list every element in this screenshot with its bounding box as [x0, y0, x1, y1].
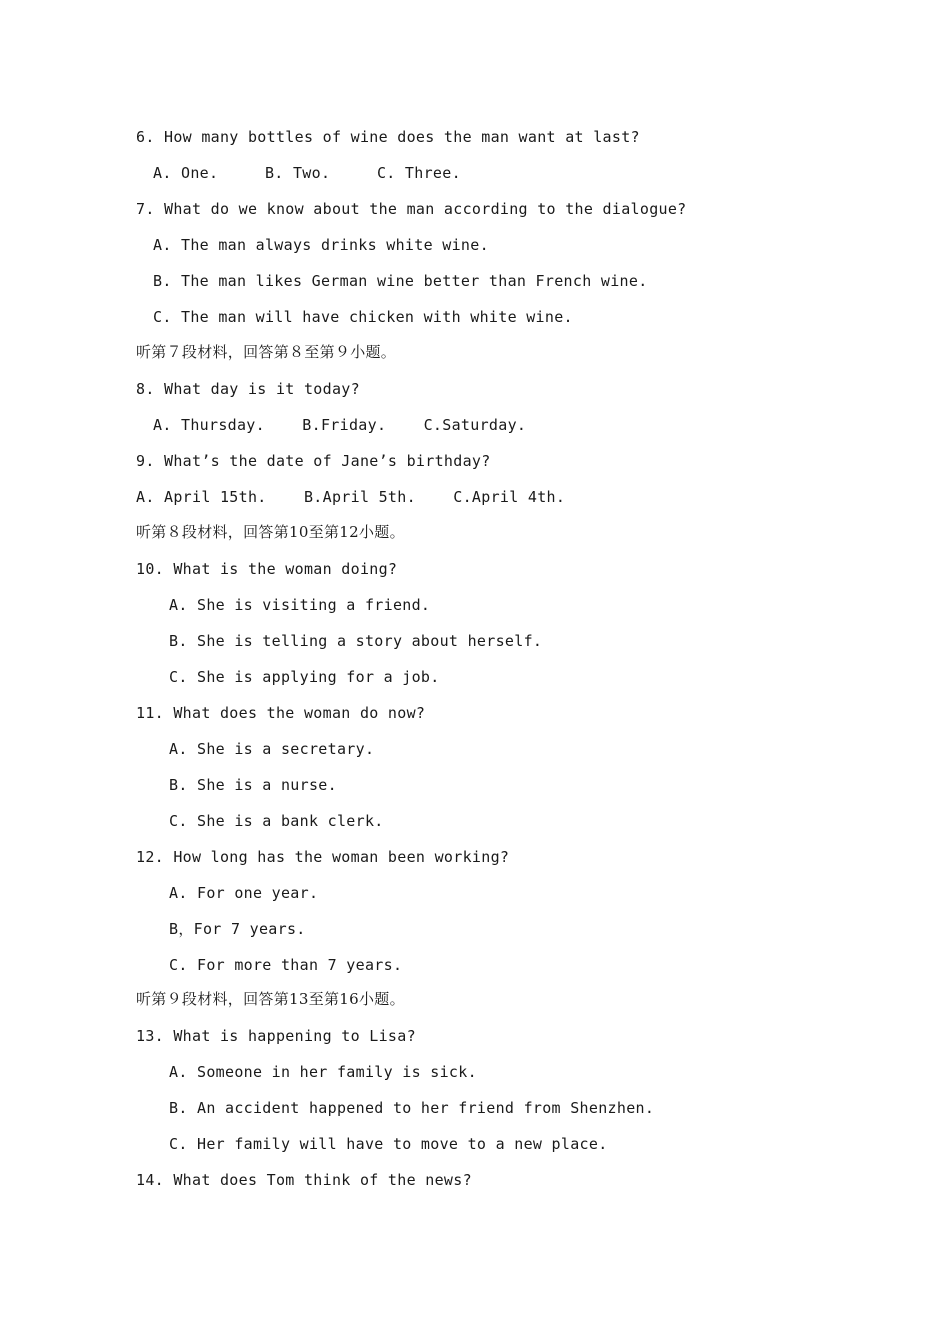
- question-10: 10. What is the woman doing?: [136, 560, 398, 578]
- question-7-option-a: A. The man always drinks white wine.: [153, 236, 489, 254]
- section-instruction-7: 听第７段材料，回答第８至第９小题。: [136, 343, 397, 361]
- question-14: 14. What does Tom think of the news?: [136, 1171, 472, 1189]
- question-10-option-a: A. She is visiting a friend.: [169, 596, 431, 614]
- question-12-option-a: A. For one year.: [169, 884, 319, 902]
- question-6-options: A. One. B. Two. C. Three.: [153, 164, 461, 182]
- question-13-option-c: C. Her family will have to move to a new place.: [169, 1135, 608, 1153]
- question-7-option-c: C. The man will have chicken with white wine.: [153, 308, 573, 326]
- question-12-option-b: B，For 7 years.: [169, 920, 306, 938]
- question-9: 9. What’s the date of Jane’s birthday?: [136, 452, 491, 470]
- question-11-option-c: C. She is a bank clerk.: [169, 812, 384, 830]
- question-11: 11. What does the woman do now?: [136, 704, 426, 722]
- question-8: 8. What day is it today?: [136, 380, 360, 398]
- question-7-option-b: B. The man likes German wine better than French wine.: [153, 272, 648, 290]
- question-13: 13. What is happening to Lisa?: [136, 1027, 416, 1045]
- question-12: 12. How long has the woman been working?: [136, 848, 510, 866]
- section-instruction-9: 听第９段材料，回答第13至第16小题。: [136, 990, 405, 1008]
- question-10-option-b: B. She is telling a story about herself.: [169, 632, 543, 650]
- question-12-option-c: C. For more than 7 years.: [169, 956, 403, 974]
- question-8-options: A. Thursday. B.Friday. C.Saturday.: [153, 416, 527, 434]
- question-10-option-c: C. She is applying for a job.: [169, 668, 440, 686]
- question-13-option-a: A. Someone in her family is sick.: [169, 1063, 477, 1081]
- question-13-option-b: B. An accident happened to her friend from Shenzhen.: [169, 1099, 655, 1117]
- question-11-option-a: A. She is a secretary.: [169, 740, 375, 758]
- question-7: 7. What do we know about the man according to the dialogue?: [136, 200, 687, 218]
- question-9-options: A. April 15th. B.April 5th. C.April 4th.: [136, 488, 566, 506]
- question-11-option-b: B. She is a nurse.: [169, 776, 337, 794]
- section-instruction-8: 听第８段材料，回答第10至第12小题。: [136, 523, 405, 541]
- question-6: 6. How many bottles of wine does the man want at last?: [136, 128, 640, 146]
